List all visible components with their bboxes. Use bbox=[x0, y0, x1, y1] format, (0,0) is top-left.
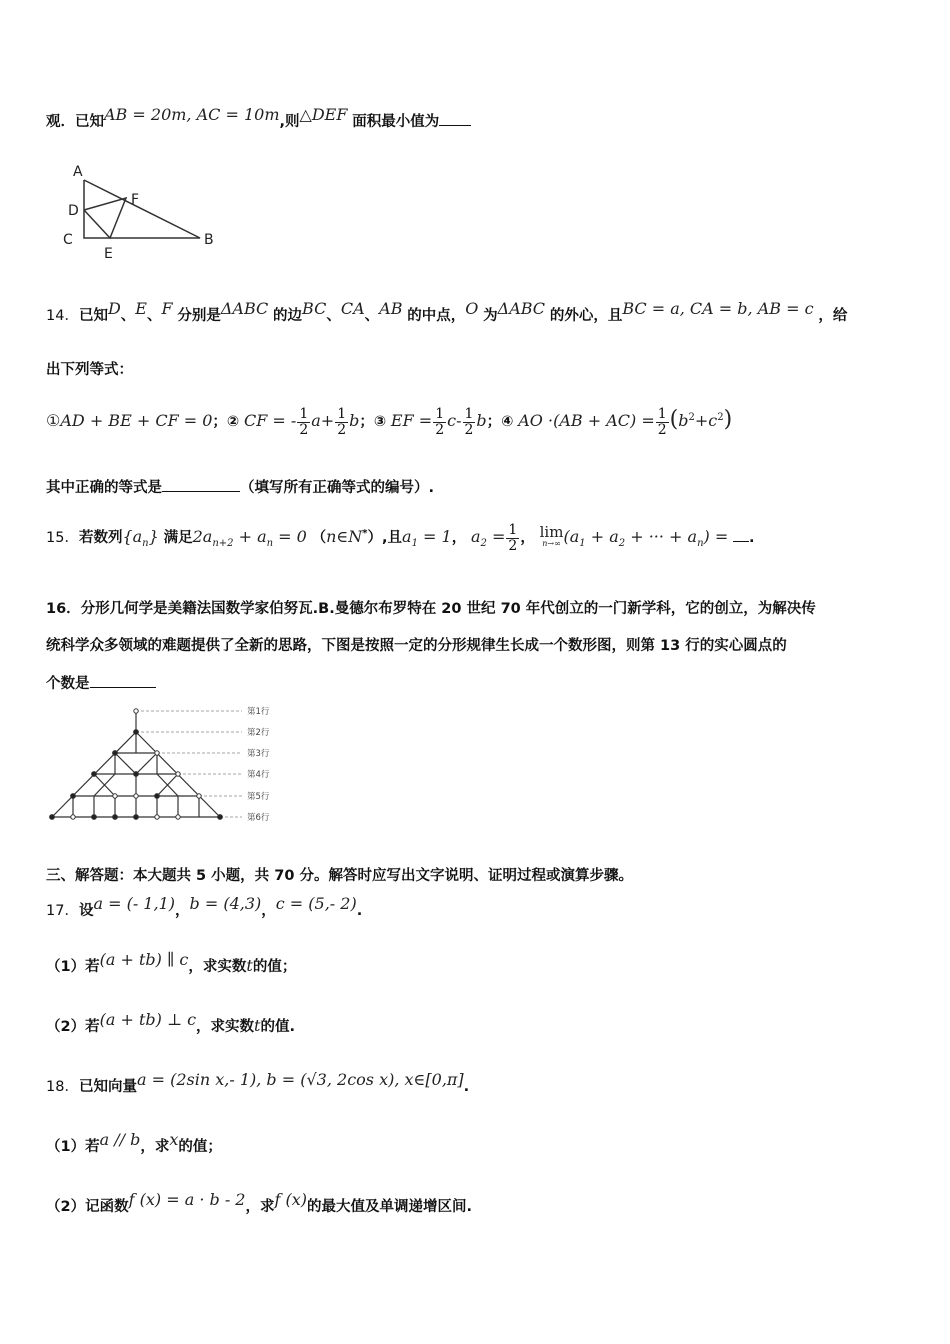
eq3-math: EF = bbox=[390, 411, 433, 430]
q15-math: } bbox=[148, 527, 159, 546]
frac-den: 2 bbox=[464, 421, 474, 438]
q13-mid: ,则 bbox=[279, 114, 300, 130]
q17-text: . bbox=[356, 903, 363, 919]
label-A: A bbox=[73, 164, 83, 180]
q14-math: CA bbox=[340, 299, 365, 318]
q17-text: ，求实数 bbox=[196, 1019, 255, 1035]
q14-text: 的外心，且 bbox=[549, 308, 623, 324]
q18-math: a = (2sin x,- 1), b = (√3, 2cos x), x∈[0,π] bbox=[136, 1070, 464, 1089]
q17-text: （2）若 bbox=[46, 1019, 100, 1035]
eq1-math: AD + BE + CF = 0 bbox=[60, 411, 213, 430]
subscript: 1 bbox=[579, 538, 586, 549]
q14-text: 其中正确的等式是 bbox=[46, 480, 162, 496]
frac-den: 2 bbox=[435, 421, 445, 438]
eq4-math: c bbox=[708, 411, 718, 430]
frac-num: 1 bbox=[464, 405, 474, 422]
q18-part1 bbox=[46, 1132, 222, 1160]
frac-num: 1 bbox=[435, 405, 445, 422]
q15-text: ）,且 bbox=[367, 530, 403, 546]
q14-math: AB bbox=[379, 299, 403, 318]
q14-math: E bbox=[135, 299, 147, 318]
eq2-math: a bbox=[311, 411, 321, 430]
frac-den: 2 bbox=[337, 421, 347, 438]
frac-num: 1 bbox=[657, 405, 667, 422]
eq4-math: b bbox=[678, 411, 689, 430]
subscript: n+2 bbox=[212, 538, 234, 549]
q15-math: (a bbox=[563, 527, 580, 546]
q16-text: 16．分形几何学是美籍法国数学家伯努瓦.B.曼德尔布罗特在 20 世纪 70 年代创立的一门新学科，它的创立，为解决传 bbox=[46, 601, 816, 617]
q16-text: 个数是 bbox=[46, 676, 90, 692]
q14-text: 的中点， bbox=[407, 308, 466, 324]
label-E: E bbox=[104, 246, 113, 262]
eq4-math: AO ·(AB + AC) = bbox=[518, 411, 655, 430]
q14-text: 为 bbox=[483, 308, 498, 324]
q14-text: 、 bbox=[120, 308, 136, 324]
q14-text: 已知 bbox=[78, 308, 108, 324]
subscript: 2 bbox=[618, 538, 626, 549]
row-label: 第6行 bbox=[247, 813, 270, 823]
q13-line bbox=[46, 105, 471, 131]
q16-line1 bbox=[46, 597, 816, 618]
q14-text: ； bbox=[486, 414, 502, 430]
q17-math: c = (5,- 2) bbox=[275, 894, 357, 913]
q17-text: 的值. bbox=[260, 1019, 295, 1035]
q13-suffix: 面积最小值为 bbox=[352, 114, 440, 130]
q18-text: ，求 bbox=[245, 1199, 275, 1215]
eq2-math: b bbox=[349, 411, 360, 430]
eq3-label: ③ bbox=[373, 414, 387, 430]
q18-text: . bbox=[463, 1079, 470, 1095]
q15-math: + ··· + a bbox=[625, 527, 698, 546]
fraction bbox=[656, 407, 669, 438]
q18-text: 的最大值及单调递增区间. bbox=[307, 1199, 473, 1215]
q18-math: x bbox=[169, 1130, 179, 1149]
q15-text: ， bbox=[451, 530, 467, 546]
q15-text: 满足 bbox=[163, 530, 193, 546]
q15-line bbox=[46, 512, 755, 556]
subscript: n bbox=[142, 538, 149, 549]
q15-math: {a bbox=[122, 527, 143, 546]
q13-answer-blank bbox=[439, 113, 471, 126]
q15-text: 若数列 bbox=[78, 530, 123, 546]
frac-den: 2 bbox=[299, 421, 309, 438]
q14-equations: ①AD + BE + CF = 0；② CF = - $\frac{1}{2}$ a+ $\frac{1}{2}$ b；③ EF = $\frac{1}{2}$ c- $\frac{1}{2}$ b；④ AO ·(AB + AC) = $\frac{1}{2}$ $(b^2+c^2)$ bbox=[46, 405, 733, 438]
q15-math: a bbox=[471, 527, 481, 546]
frac-num: 1 bbox=[508, 521, 518, 538]
label-C: C bbox=[63, 232, 73, 248]
q14-text: ； bbox=[212, 414, 227, 430]
q18-text: 的值； bbox=[178, 1139, 222, 1155]
subscript: 2 bbox=[480, 538, 487, 549]
subscript: n bbox=[266, 538, 274, 549]
q16-line3 bbox=[46, 672, 156, 693]
lim-sub: n→∞ bbox=[542, 539, 561, 548]
q17-part1 bbox=[46, 952, 296, 980]
q15-math: a bbox=[402, 527, 412, 546]
exponent: 2 bbox=[688, 412, 695, 423]
q17-text: ， bbox=[261, 903, 276, 919]
q14-math: BC = a, CA = b, AB = c bbox=[622, 299, 814, 318]
q14-math: BC bbox=[302, 299, 327, 318]
subscript: 1 bbox=[411, 538, 418, 549]
q18-text: 已知向量 bbox=[78, 1079, 137, 1095]
q15-text: （ bbox=[311, 530, 327, 546]
q15-math: = bbox=[486, 527, 506, 546]
eq3-math: c bbox=[447, 411, 457, 430]
row-label: 第2行 bbox=[247, 728, 270, 738]
q15-math: = 1 bbox=[417, 527, 452, 546]
q14-answer-blank bbox=[162, 479, 240, 492]
eq1-label: ① bbox=[46, 411, 61, 430]
row-label: 第5行 bbox=[247, 792, 270, 802]
q14-line2 bbox=[46, 358, 133, 379]
fraction bbox=[463, 407, 476, 438]
q14-text: 、 bbox=[146, 308, 162, 324]
q14-line1 bbox=[46, 299, 848, 325]
limit bbox=[539, 523, 564, 550]
q16-answer-blank bbox=[90, 675, 156, 688]
eq2-math: CF = - bbox=[243, 411, 297, 430]
q15-math: + a bbox=[233, 527, 267, 546]
eq2-math: + bbox=[320, 411, 335, 430]
section3-text: 三、解答题：本大题共 5 小题，共 70 分。解答时应写出文字说明、证明过程或演算步骤。 bbox=[46, 868, 633, 884]
eq4-label: ④ bbox=[501, 414, 514, 430]
q15-math: = 0 bbox=[273, 527, 307, 546]
q17-math: b = (4,3) bbox=[189, 894, 262, 913]
q14-math: ΔABC bbox=[497, 299, 546, 318]
q17-math: a = (- 1,1) bbox=[93, 894, 175, 913]
subscript: n bbox=[697, 538, 704, 549]
q17-math: (a + tb) ⊥ c bbox=[99, 1010, 197, 1029]
eq3-math: - bbox=[456, 411, 462, 430]
q17-line bbox=[46, 896, 362, 924]
q16-text: 统科学众多领域的难题提供了全新的思路，下图是按照一定的分形规律生长成一个数形图，则第 13 行的实心圆点的 bbox=[46, 638, 787, 654]
q14-text: ，给 bbox=[818, 308, 848, 324]
q15-math: + a bbox=[585, 527, 619, 546]
row-label: 第4行 bbox=[247, 770, 270, 780]
q18-text: （1）若 bbox=[46, 1139, 100, 1155]
q17-text: 设 bbox=[78, 903, 94, 919]
exponent: 2 bbox=[717, 412, 724, 423]
q14-text: （填写所有正确等式的编号）. bbox=[240, 480, 435, 496]
q17-text: （1）若 bbox=[46, 959, 100, 975]
q17-math: t bbox=[246, 956, 253, 975]
q18-part2 bbox=[46, 1192, 472, 1220]
frac-num: 1 bbox=[337, 405, 347, 422]
q14-text: 分别是 bbox=[177, 308, 221, 324]
q17-number: 17． bbox=[46, 903, 79, 919]
frac-den: 2 bbox=[508, 537, 518, 554]
q14-text: 、 bbox=[326, 308, 341, 324]
q14-math: F bbox=[161, 299, 173, 318]
q15-number: 15． bbox=[46, 530, 79, 546]
label-B: B bbox=[204, 232, 214, 248]
lim-text: lim bbox=[539, 523, 564, 541]
q18-math: f (x) = a · b - 2 bbox=[128, 1190, 246, 1209]
row-label: 第1行 bbox=[247, 707, 270, 717]
q18-math: a // b bbox=[99, 1130, 141, 1149]
fraction bbox=[506, 523, 519, 554]
fraction bbox=[433, 407, 446, 438]
fractal-tree-figure bbox=[44, 702, 284, 828]
frac-den: 2 bbox=[657, 421, 667, 438]
q18-text: ，求 bbox=[140, 1139, 170, 1155]
q13-triangle-figure bbox=[58, 160, 228, 264]
q15-math: n∈N bbox=[326, 527, 363, 546]
fraction bbox=[297, 407, 310, 438]
q15-answer-blank bbox=[733, 529, 749, 542]
q17-math: t bbox=[254, 1016, 261, 1035]
q14-text: 、 bbox=[364, 308, 380, 324]
q14-math: ΔABC bbox=[220, 299, 269, 318]
q18-line bbox=[46, 1072, 469, 1100]
section3-heading bbox=[46, 864, 633, 885]
q15-text: ， bbox=[520, 530, 535, 546]
fraction bbox=[335, 407, 348, 438]
label-F: F bbox=[131, 192, 140, 208]
label-D: D bbox=[68, 203, 79, 219]
q18-text: （2）记函数 bbox=[46, 1199, 129, 1215]
q14-text: ； bbox=[359, 414, 374, 430]
q14-text: 出下列等式： bbox=[46, 362, 133, 378]
q17-part2 bbox=[46, 1012, 295, 1040]
q18-math: f (x) bbox=[274, 1190, 307, 1209]
q18-number: 18． bbox=[46, 1079, 79, 1095]
q16-line2 bbox=[46, 634, 787, 655]
q17-text: 的值； bbox=[252, 959, 297, 975]
q15-math: 2a bbox=[192, 527, 213, 546]
eq2-label: ② bbox=[226, 414, 240, 430]
row-label: 第3行 bbox=[247, 749, 270, 759]
q17-math: (a + tb) ∥ c bbox=[99, 950, 189, 969]
q14-line4 bbox=[46, 476, 434, 497]
q14-math: O bbox=[465, 299, 479, 318]
eq4-math: + bbox=[694, 411, 709, 430]
eq3-math: b bbox=[476, 411, 487, 430]
q13-math-lengths: AB = 20m, AC = 10m bbox=[104, 105, 280, 124]
q17-text: ，求实数 bbox=[188, 959, 247, 975]
q14-number: 14． bbox=[46, 308, 79, 324]
q14-text: 的边 bbox=[273, 308, 303, 324]
q13-math-triangle: △DEF bbox=[299, 105, 348, 124]
q15-text: . bbox=[749, 530, 755, 546]
q13-prefix: 观．已知 bbox=[46, 114, 104, 130]
superscript: * bbox=[362, 528, 368, 539]
q14-math: D bbox=[107, 299, 121, 318]
q15-math: ) = bbox=[703, 527, 729, 546]
q17-text: ， bbox=[175, 903, 190, 919]
frac-num: 1 bbox=[299, 405, 309, 422]
